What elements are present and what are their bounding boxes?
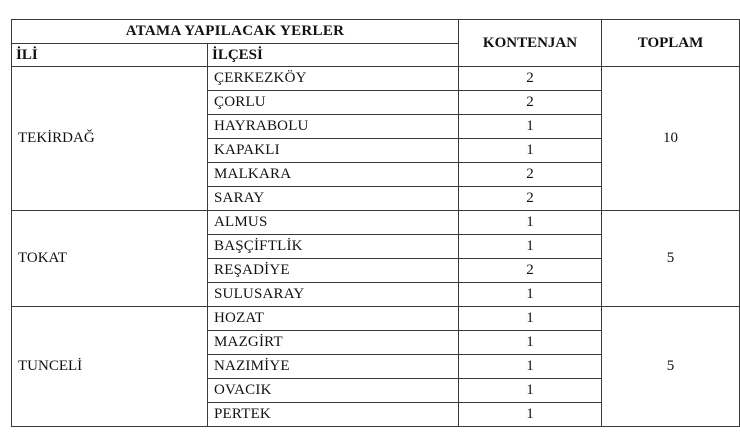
toplam-cell: 10 — [602, 67, 740, 211]
il-cell: TUNCELİ — [12, 307, 208, 427]
ilce-cell: OVACIK — [208, 379, 459, 403]
table-body — [12, 67, 740, 427]
ilce-cell: REŞADİYE — [208, 259, 459, 283]
toplam-cell: 5 — [602, 211, 740, 307]
ilce-cell: BAŞÇİFTLİK — [208, 235, 459, 259]
il-cell: TEKİRDAĞ — [12, 67, 208, 211]
kontenjan-cell: 1 — [459, 355, 602, 379]
kontenjan-cell: 1 — [459, 139, 602, 163]
ilce-cell: ÇORLU — [208, 91, 459, 115]
kontenjan-cell: 2 — [459, 259, 602, 283]
ilce-cell: HAYRABOLU — [208, 115, 459, 139]
table-row — [12, 67, 740, 91]
il-cell: TOKAT — [12, 211, 208, 307]
ilce-cell: PERTEK — [208, 403, 459, 427]
ilce-cell: MALKARA — [208, 163, 459, 187]
assignment-table — [11, 19, 740, 427]
ilce-cell: SARAY — [208, 187, 459, 211]
ilce-cell: NAZIMİYE — [208, 355, 459, 379]
table-row — [12, 211, 740, 235]
kontenjan-cell: 1 — [459, 115, 602, 139]
kontenjan-cell: 1 — [459, 235, 602, 259]
ilce-cell: HOZAT — [208, 307, 459, 331]
kontenjan-cell: 1 — [459, 331, 602, 355]
kontenjan-cell: 2 — [459, 163, 602, 187]
toplam-cell: 5 — [602, 307, 740, 427]
il-header: İLİ — [12, 44, 208, 67]
kontenjan-cell: 1 — [459, 403, 602, 427]
ilce-header: İLÇESİ — [208, 44, 459, 67]
table-row — [12, 307, 740, 331]
ilce-cell: KAPAKLI — [208, 139, 459, 163]
ilce-cell: ALMUS — [208, 211, 459, 235]
group-header: ATAMA YAPILACAK YERLER — [12, 20, 459, 44]
ilce-cell: SULUSARAY — [208, 283, 459, 307]
kontenjan-cell: 1 — [459, 307, 602, 331]
ilce-cell: MAZGİRT — [208, 331, 459, 355]
kontenjan-cell: 1 — [459, 283, 602, 307]
kontenjan-cell: 2 — [459, 187, 602, 211]
toplam-header: TOPLAM — [602, 20, 740, 67]
kontenjan-cell: 2 — [459, 91, 602, 115]
kontenjan-cell: 1 — [459, 379, 602, 403]
assignment-table-container — [11, 19, 740, 427]
kontenjan-cell: 1 — [459, 211, 602, 235]
kontenjan-cell: 2 — [459, 67, 602, 91]
ilce-cell: ÇERKEZKÖY — [208, 67, 459, 91]
kontenjan-header: KONTENJAN — [459, 20, 602, 67]
